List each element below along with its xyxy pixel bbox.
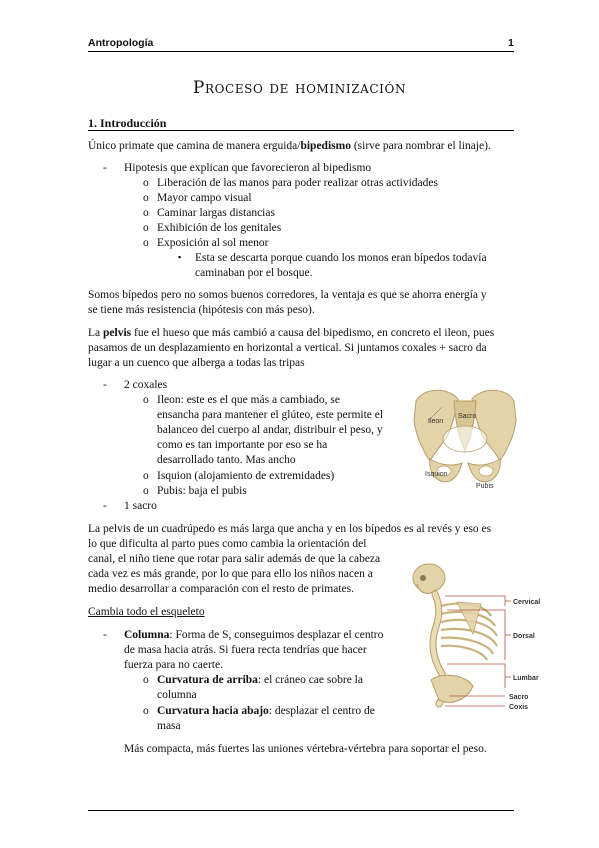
list-item: fuerza para no caerte. — [124, 659, 223, 671]
list-bullet: o — [143, 207, 149, 219]
list-bullet: - — [103, 162, 107, 174]
header-subject: Antropología — [88, 37, 154, 49]
list-bullet: - — [103, 379, 107, 391]
spine-label-sacro: Sacro — [509, 694, 529, 701]
paragraph-line: La pelvis fue el hueso que más cambió a causa del bipedismo, en concreto el ileon, pues — [88, 327, 495, 339]
list-bullet: - — [103, 500, 107, 512]
pelvis-ileon-right — [472, 390, 516, 461]
footer-rule — [88, 810, 514, 811]
list-item: masa — [157, 720, 181, 732]
list-bullet: o — [143, 674, 149, 686]
list-item: 2 coxales — [124, 379, 168, 391]
pelvis-label-ileon: Ileon — [428, 418, 444, 425]
list-item: Caminar largas distancias — [157, 207, 275, 219]
list-bullet: o — [143, 237, 149, 249]
list-item: caminaban por el bosque. — [195, 267, 313, 279]
list-item: Curvatura de arriba: el cráneo cae sobre la — [157, 674, 363, 686]
paragraph-line: medio desarrollar a comparación con el resto de primates. — [88, 583, 354, 595]
list-item: 1 sacro — [124, 500, 157, 512]
pelvis-ileon-left — [414, 390, 458, 461]
list-item: columna — [157, 689, 197, 701]
list-item: Liberación de las manos para poder realizar otras actividades — [157, 177, 438, 189]
pelvis-inlet — [443, 426, 487, 452]
pelvis-label-pubis: Pubis — [476, 483, 494, 490]
pelvis-label-sacro: Sacro — [458, 413, 477, 420]
list-bullet: - — [103, 629, 107, 641]
spine-pelvis — [431, 675, 473, 702]
paragraph-line: se tiene más resistencia (hipótesis con más peso). — [88, 304, 315, 316]
spine-label-dorsal: Dorsal — [513, 633, 535, 640]
pelvis-figure — [412, 383, 518, 493]
skull-orbit — [420, 575, 426, 581]
page-title: Proceso de hominización — [192, 78, 407, 98]
list-item: Exposición al sol menor — [157, 237, 269, 249]
list-bullet: o — [143, 177, 149, 189]
pelvis-foramen-right — [479, 466, 493, 476]
subheading: Cambia todo el esqueleto — [88, 606, 205, 618]
list-item: Esta se descarta porque cuando los monos eran bípedos todavía — [195, 252, 487, 264]
list-item: balanceo del cuerpo al andar, distribuir el peso, y — [157, 424, 383, 436]
list-bullet: o — [143, 485, 149, 497]
header-rule — [88, 51, 514, 52]
spine-figure — [405, 560, 545, 720]
list-item: Exhibición de los genitales — [157, 222, 282, 234]
list-item: ensancha para mantener el glúteo, este permite el — [157, 409, 384, 421]
spine-label-coxis: Coxis — [509, 704, 529, 711]
section-heading: 1. Introducción — [88, 116, 167, 130]
list-bullet: o — [143, 222, 149, 234]
list-bullet: o — [143, 394, 149, 406]
list-bullet: o — [143, 192, 149, 204]
paragraph-line: Más compacta, más fuertes las uniones vértebra-vértebra para soportar el peso. — [124, 743, 487, 755]
paragraph-line: cada vez es más grande, por lo que para ello los niños nacen a — [88, 568, 373, 580]
paragraph-line: lo que dificulta al parto pues como cambia la orientación del — [88, 538, 367, 550]
section-rule — [88, 130, 514, 131]
list-item: Curvatura hacia abajo: desplazar el centro de — [157, 705, 375, 717]
list-bullet: o — [143, 470, 149, 482]
spine-label-cervical: Cervical — [513, 599, 541, 606]
list-item: Ileon: este es el que más a cambiado, se — [157, 394, 340, 406]
list-item: de masa hacia atrás. Si fuera recta tendrías que hacer — [124, 644, 367, 656]
list-item: Pubis: baja el pubis — [157, 485, 247, 497]
paragraph-line: Somos bípedos pero no somos buenos corredores, la ventaja es que se ahorra energía y — [88, 289, 487, 301]
paragraph-line: pasamos de un desplazamiento en horizontal a vertical. Si juntamos coxales + sacro da — [88, 342, 487, 354]
paragraph-line: La pelvis de un cuadrúpedo es más larga que ancha y en los bípedos es al revés y eso es — [88, 523, 492, 535]
spine-label-lumbar: Lumbar — [513, 675, 539, 682]
paragraph-line: canal, el niño tiene que rotar para salir además de que la cabeza — [88, 553, 381, 565]
list-item: desarrollado tanto. Mas ancho — [157, 454, 296, 466]
intro-paragraph: Único primate que camina de manera erguida/bipedismo (sirve para nombrar el linaje). — [88, 140, 491, 152]
list-bullet: o — [143, 705, 149, 717]
pelvis-label-isquion: Isquion — [425, 471, 448, 478]
list-item: Isquion (alojamiento de extremidades) — [157, 470, 335, 482]
list-item: Columna: Forma de S, conseguimos desplazar el centro — [124, 629, 384, 641]
list-item: Mayor campo visual — [157, 192, 252, 204]
paragraph-line: lugar a un cuenco que alberga a todas las tripas — [88, 357, 305, 369]
hypotheses-lead: Hipotesis que explican que favorecieron al bipedismo — [124, 162, 372, 174]
header-page-number: 1 — [508, 37, 514, 49]
list-bullet: ▪ — [178, 252, 182, 262]
list-item: como es tan importante por eso se ha — [157, 439, 328, 451]
